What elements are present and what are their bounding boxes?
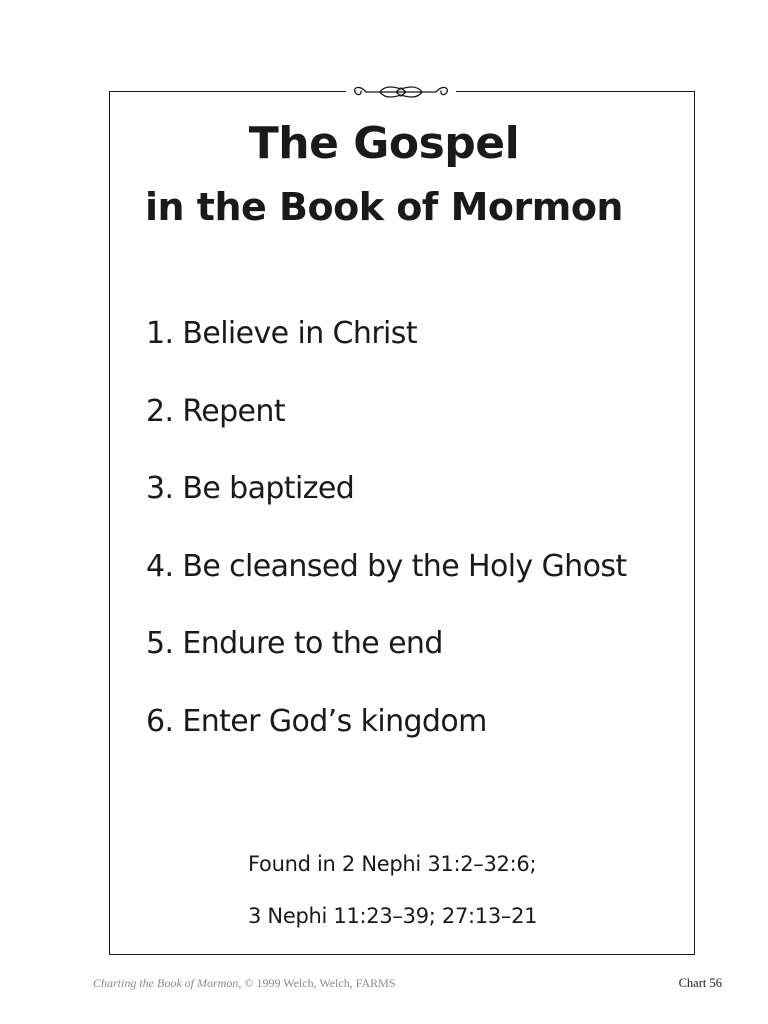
page-title: The Gospel [248, 118, 520, 169]
list-item: 1. Believe in Christ [146, 316, 417, 351]
list-item: 2. Repent [146, 393, 285, 429]
list-item: 4. Be cleansed by the Holy Ghost [146, 548, 627, 584]
page-subtitle: in the Book of Mormon [145, 185, 623, 229]
list-item: 6. Enter God’s kingdom [146, 703, 487, 739]
book-title: Charting the Book of Mormon, [93, 976, 242, 990]
gospel-steps-list [146, 310, 627, 775]
scroll-ornament-icon [346, 82, 456, 102]
list-item: 5. Endure to the end [146, 626, 443, 661]
chart-number: Chart 56 [678, 976, 722, 990]
footer-credit [93, 976, 396, 991]
list-item: 3. Be baptized [146, 471, 355, 506]
scripture-reference-line-1: Found in 2 Nephi 31:2–32:6; [248, 852, 537, 876]
copyright-text: © 1999 Welch, Welch, FARMS [244, 976, 396, 990]
scripture-reference-line-2: 3 Nephi 11:23–39; 27:13–21 [248, 904, 538, 928]
